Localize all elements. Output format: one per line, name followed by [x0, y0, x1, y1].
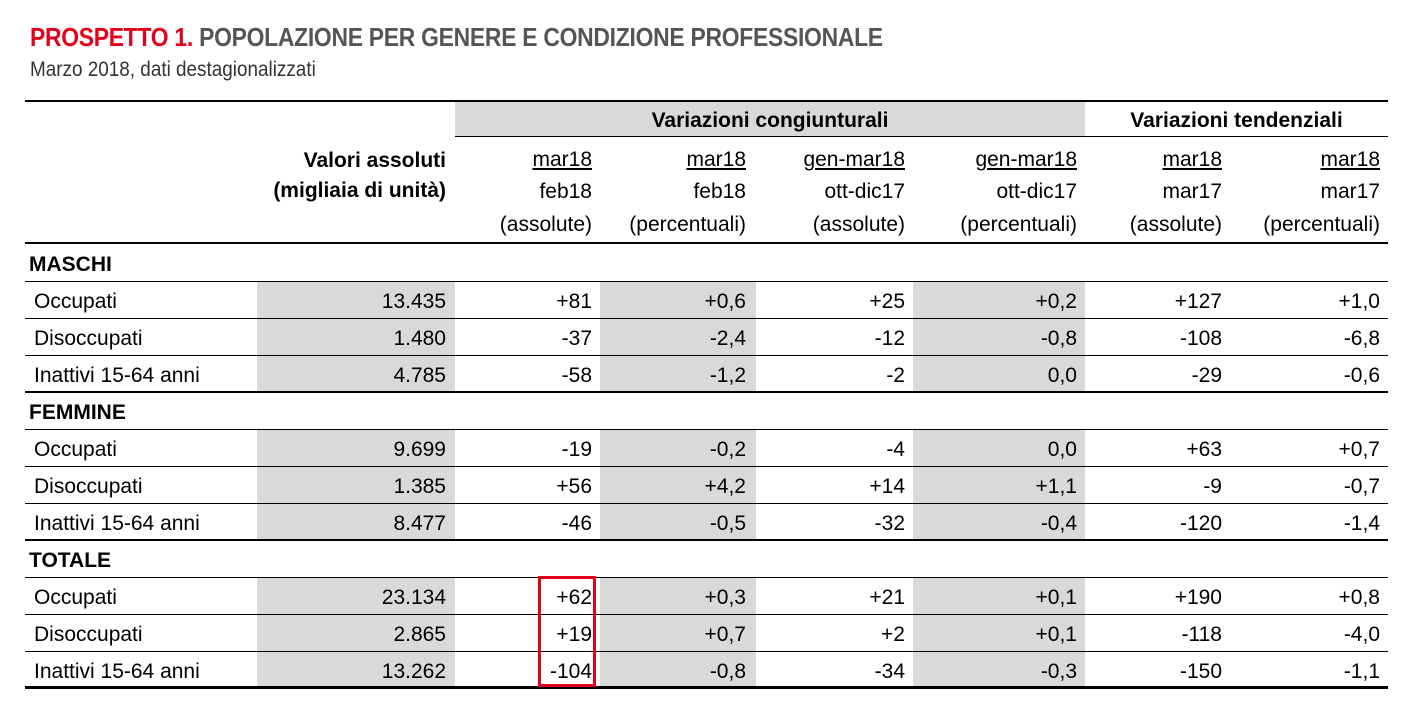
column-header-line3: (assolute) [1129, 213, 1222, 236]
table-rule [25, 100, 1388, 102]
table-cell: -104 [549, 660, 592, 683]
table-cell: +1,0 [1338, 290, 1380, 313]
table-cell: -1,2 [709, 364, 746, 387]
row-label: Inattivi 15-64 anni [34, 512, 200, 535]
column-header-line2: ott-dic17 [824, 180, 905, 203]
table-cell: -1,1 [1343, 660, 1380, 683]
column-header-line1: mar18 [1162, 148, 1222, 171]
table-cell: -46 [561, 512, 592, 535]
header-group-tendenziali: Variazioni tendenziali [1130, 109, 1343, 132]
table-rule [25, 391, 1388, 392]
column-header-line3: (assolute) [499, 213, 592, 236]
table-cell: +127 [1174, 290, 1222, 313]
table-cell: -2,4 [709, 327, 746, 350]
table-cell: -0,2 [709, 438, 746, 461]
table-cell: 4.785 [393, 364, 446, 387]
table-cell: +2 [881, 623, 905, 646]
table-rule [25, 686, 1388, 688]
title-prefix: PROSPETTO 1. [30, 22, 193, 52]
table-cell: +0,1 [1035, 623, 1077, 646]
table-cell: +1,1 [1035, 475, 1077, 498]
header-group-congiunturali: Variazioni congiunturali [651, 109, 889, 132]
table-rule [25, 540, 1388, 541]
table-cell: -32 [874, 512, 905, 535]
table-cell: -0,4 [1040, 512, 1077, 535]
table-cell: 8.477 [393, 512, 446, 535]
column-header-line2: feb18 [693, 180, 746, 203]
table-rule [25, 392, 1388, 393]
table-cell: +81 [556, 290, 592, 313]
table-cell: -29 [1191, 364, 1222, 387]
table-cell: +21 [869, 586, 905, 609]
table-cell: +0,2 [1035, 290, 1077, 313]
row-label: Disoccupati [34, 327, 143, 350]
table-cell: -9 [1203, 475, 1222, 498]
table-cell: -19 [561, 438, 592, 461]
column-header-line3: (percentuali) [629, 213, 746, 236]
table-cell: 0,0 [1047, 364, 1077, 387]
table-cell: +0,8 [1338, 586, 1380, 609]
table-cell: +0,6 [704, 290, 746, 313]
table-cell: +62 [556, 586, 592, 609]
column-header-line2: feb18 [539, 180, 592, 203]
table-cell: +19 [556, 623, 592, 646]
column-header-line1: gen-mar18 [803, 148, 905, 171]
column-header-line2: mar17 [1320, 180, 1380, 203]
table-cell: -6,8 [1343, 327, 1380, 350]
row-label: Occupati [34, 438, 117, 461]
column-header-line2: mar17 [1162, 180, 1222, 203]
table-cell: +0,7 [704, 623, 746, 646]
table-cell: -120 [1179, 512, 1222, 535]
title-main: POPOLAZIONE PER GENERE E CONDIZIONE PROFESSIONALE [199, 22, 883, 52]
table-cell: +14 [869, 475, 905, 498]
section-label: TOTALE [29, 549, 112, 572]
table-cell: +56 [556, 475, 592, 498]
table-rule [455, 136, 1388, 137]
highlight-box [538, 576, 596, 687]
column-header-line1: mar18 [532, 148, 592, 171]
table-rule [25, 242, 1388, 244]
table-cell: 13.435 [381, 290, 446, 313]
table-cell: +4,2 [704, 475, 746, 498]
table-cell: +25 [869, 290, 905, 313]
column-header-line1: mar18 [1320, 148, 1380, 171]
table-cell: 2.865 [393, 623, 446, 646]
table-cell: 1.385 [393, 475, 446, 498]
table-cell: -12 [874, 327, 905, 350]
column-header-line1: gen-mar18 [975, 148, 1077, 171]
row-label: Disoccupati [34, 475, 143, 498]
table-cell: -58 [561, 364, 592, 387]
table-cell: 13.262 [381, 660, 446, 683]
table-cell: +190 [1174, 586, 1222, 609]
header-valori-line2: (migliaia di unità) [273, 179, 446, 202]
table-cell: +0,7 [1338, 438, 1380, 461]
table-rule [25, 539, 1388, 540]
table-cell: -0,8 [709, 660, 746, 683]
row-label: Disoccupati [34, 623, 143, 646]
table-cell: -108 [1179, 327, 1222, 350]
table-rule [25, 688, 1388, 689]
table-cell: +63 [1186, 438, 1222, 461]
table-cell: 9.699 [393, 438, 446, 461]
table-cell: -0,8 [1040, 327, 1077, 350]
table-cell: -0,6 [1343, 364, 1380, 387]
table-cell: -4 [886, 438, 905, 461]
column-header-line1: mar18 [686, 148, 746, 171]
row-label: Inattivi 15-64 anni [34, 660, 200, 683]
section-label: MASCHI [29, 253, 112, 276]
column-header-line3: (percentuali) [1263, 213, 1380, 236]
section-label: FEMMINE [29, 401, 126, 424]
column-header-line2: ott-dic17 [996, 180, 1077, 203]
table-cell: +0,3 [704, 586, 746, 609]
table-cell: -0,7 [1343, 475, 1380, 498]
row-label: Occupati [34, 586, 117, 609]
table-cell: -1,4 [1343, 512, 1380, 535]
table-cell: -4,0 [1343, 623, 1380, 646]
row-label: Occupati [34, 290, 117, 313]
table-cell: +0,1 [1035, 586, 1077, 609]
table-cell: 0,0 [1047, 438, 1077, 461]
table-cell: -34 [874, 660, 905, 683]
table-cell: -37 [561, 327, 592, 350]
table-cell: 1.480 [393, 327, 446, 350]
row-label: Inattivi 15-64 anni [34, 364, 200, 387]
table-cell: -0,5 [709, 512, 746, 535]
column-header-line3: (percentuali) [960, 213, 1077, 236]
table-cell: -2 [886, 364, 905, 387]
page-title [30, 22, 883, 53]
page-subtitle: Marzo 2018, dati destagionalizzati [30, 58, 316, 81]
column-header-line3: (assolute) [812, 213, 905, 236]
table-cell: -0,3 [1040, 660, 1077, 683]
table-cell: -118 [1181, 623, 1222, 646]
table-cell: 23.134 [381, 586, 446, 609]
header-valori-line1: Valori assoluti [303, 149, 446, 172]
table-cell: -150 [1179, 660, 1222, 683]
